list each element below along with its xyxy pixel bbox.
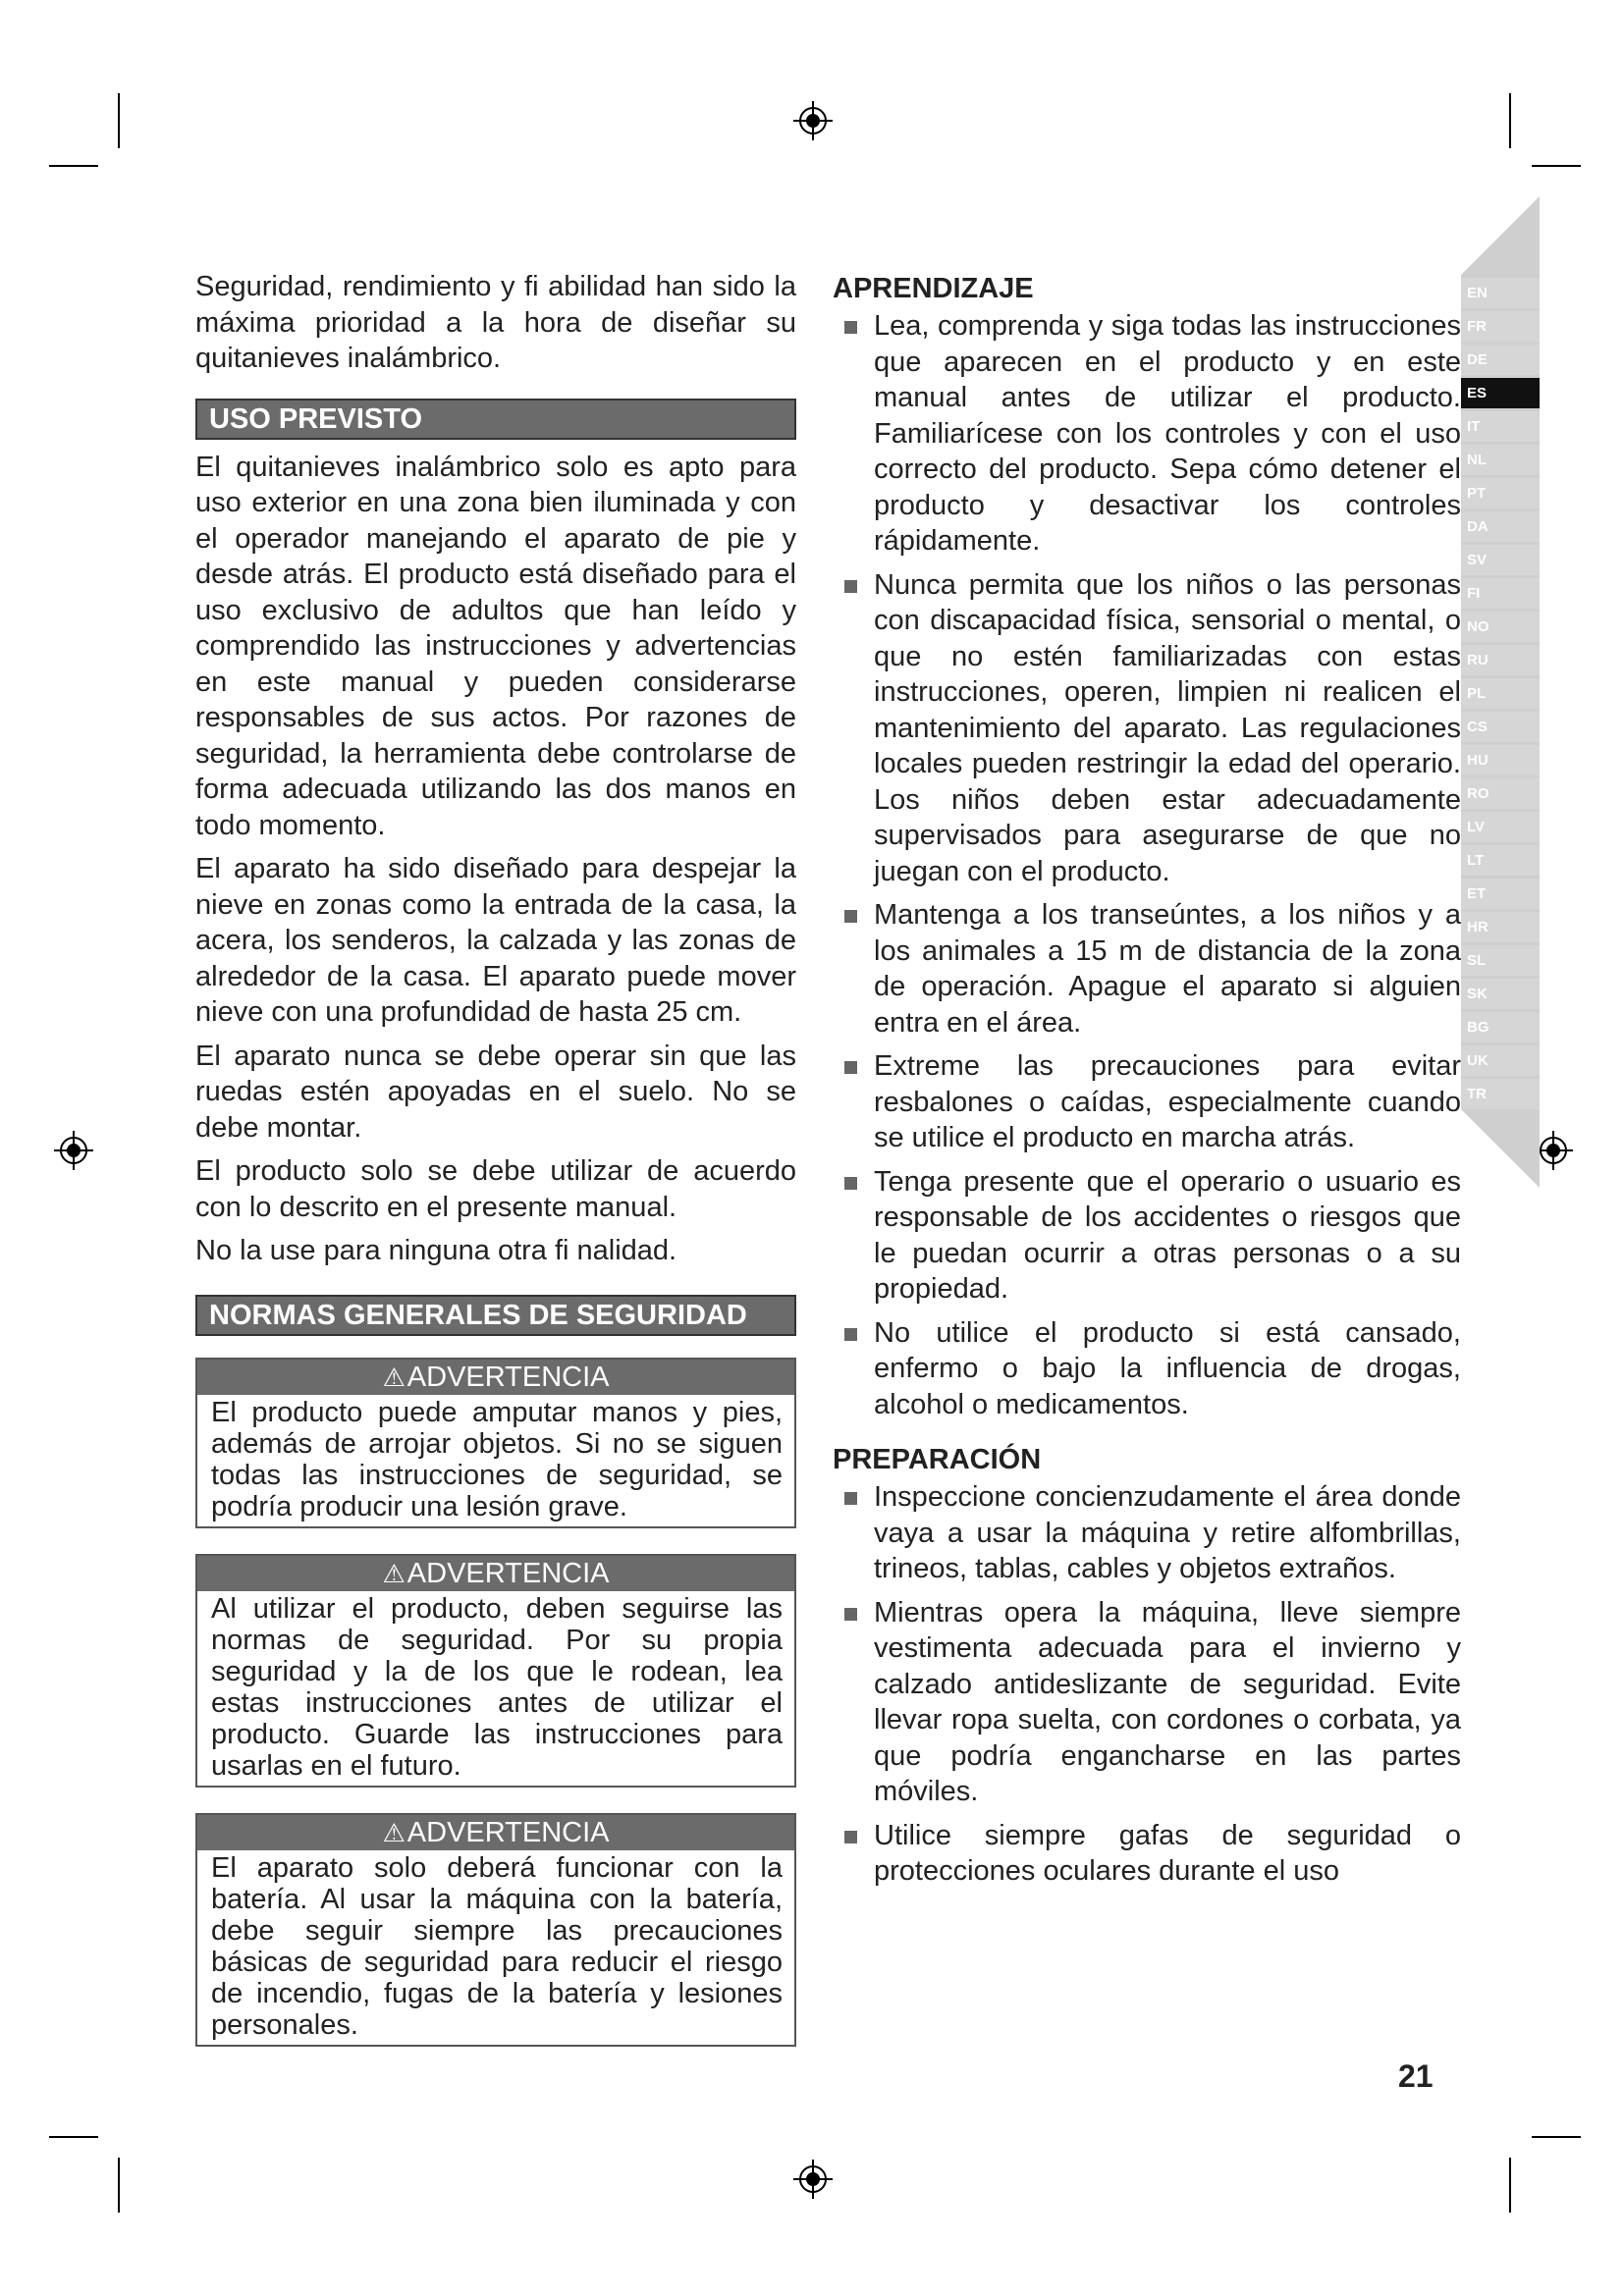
language-tab-bg: BG [1461, 1012, 1540, 1042]
list-item: Lea, comprenda y siga todas las instrucciones que aparecen en el producto y en este manual antes de utilizar el producto. Familiarícese con los controles y con el uso correcto del producto. Sepa cómo detener el producto y desactivar los controles rápidamente. [874, 308, 1461, 560]
left-column [195, 269, 796, 2072]
crop-mark [1509, 93, 1511, 148]
bullet-square-icon [844, 321, 857, 334]
bullet-square-icon [844, 1492, 857, 1505]
section-heading-uso-previsto: USO PREVISTO [195, 399, 796, 440]
language-tab-fi: FI [1461, 578, 1540, 609]
preparacion-list [833, 1479, 1461, 1890]
language-tab-pt: PT [1461, 478, 1540, 508]
registration-mark-icon [54, 1131, 93, 1170]
bullet-square-icon [844, 1608, 857, 1621]
warning-box [195, 1554, 796, 1788]
language-tab-et: ET [1461, 879, 1540, 909]
language-tab-lv: LV [1461, 812, 1540, 842]
language-tab-uk: UK [1461, 1045, 1540, 1076]
registration-mark-icon [793, 2160, 833, 2199]
warning-box [195, 1813, 796, 2047]
uso-previsto-paragraph: El producto solo se debe utilizar de acuerdo con lo descrito en el presente manual. [195, 1155, 796, 1223]
bullet-square-icon [844, 1061, 857, 1074]
warning-title: ADVERTENCIA [406, 1361, 610, 1393]
bullet-square-icon [844, 910, 857, 923]
warning-title: ADVERTENCIA [406, 1816, 610, 1848]
language-tab-fr: FR [1461, 311, 1540, 342]
bullet-square-icon [844, 1177, 857, 1190]
language-tab-cs: CS [1461, 712, 1540, 742]
warning-text: Al utilizar el producto, deben seguirse las normas de seguridad. Por su propia seguridad y la de los que le rodean, lea estas instrucciones antes de utilizar el producto. Guarde las instrucciones para usarlas en el futuro. [211, 1592, 783, 1782]
language-tab-ru: RU [1461, 645, 1540, 675]
warning-box [195, 1358, 796, 1528]
uso-previsto-paragraph: El aparato ha sido diseñado para despejar la nieve en zonas como la entrada de la casa, la acera, los senderos, la calzada y las zonas de alrededor de la casa. El aparato puede mover nieve con una profundidad de hasta 25 cm. [195, 853, 796, 1028]
warning-header [197, 1360, 794, 1395]
crop-mark [1509, 2158, 1511, 2213]
section-heading-preparacion: PREPARACIÓN [833, 1444, 1042, 1475]
crop-mark [1532, 2136, 1581, 2138]
warning-header [197, 1815, 794, 1850]
warning-triangle-icon: ⚠ [382, 1362, 406, 1392]
warning-text: El aparato solo deberá funcionar con la batería. Al usar la máquina con la batería, debe seguir siempre las precauciones básicas de seguridad para reducir el riesgo de incendio, fugas de la batería y lesiones personales. [211, 1851, 783, 2041]
list-item: Mantenga a los transeúntes, a los niños y a los animales a 15 m de distancia de la zona de operación. Apague el aparato si alguien entra en el área. [874, 897, 1461, 1041]
list-item: Tenga presente que el operario o usuario es responsable de los accidentes o riesgos que le puedan ocurrir a otras personas o a su propiedad. [874, 1164, 1461, 1308]
crop-mark [118, 2158, 120, 2213]
section-heading-aprendizaje: APRENDIZAJE [833, 273, 1034, 304]
language-tab-nl: NL [1461, 445, 1540, 475]
intro-paragraph: Seguridad, rendimiento y fi abilidad han sido la máxima prioridad a la hora de diseñar su quitanieves inalámbrico. [195, 271, 796, 374]
section-heading-normas: NORMAS GENERALES DE SEGURIDAD [195, 1295, 796, 1336]
uso-previsto-paragraph: No la use para ninguna otra fi nalidad. [195, 1235, 677, 1266]
registration-mark-icon [793, 101, 833, 140]
right-column [833, 269, 1461, 1897]
list-item: No utilice el producto si está cansado, enfermo o bajo la influencia de drogas, alcohol o medicamentos. [874, 1315, 1461, 1423]
language-tab-en: EN [1461, 278, 1540, 308]
language-tab-pl: PL [1461, 678, 1540, 709]
warning-text: El producto puede amputar manos y pies, además de arrojar objetos. Si no se siguen todas las instrucciones de seguridad, se podría producir una lesión grave. [211, 1396, 783, 1522]
bullet-square-icon [844, 1328, 857, 1341]
crop-mark [49, 2136, 98, 2138]
list-item: Nunca permita que los niños o las personas con discapacidad física, sensorial o mental, o que no estén familiarizadas con estas instrucciones, operen, limpien ni realicen el mantenimiento del aparato. Las regulaciones locales pueden restringir la edad del operario. Los niños deben estar adecuadamente supervisados para asegurarse de que no juegan con el producto. [874, 567, 1461, 890]
bullet-square-icon [844, 580, 857, 593]
uso-previsto-paragraph: El quitanieves inalámbrico solo es apto para uso exterior en una zona bien iluminada y con el operador manejando el aparato de pie y desde atrás. El producto está diseñado para el uso exclusivo de adultos que han leído y comprendido las instrucciones y advertencias en este manual y pueden considerarse responsables de sus actos. Por razones de seguridad, la herramienta debe controlarse de forma adecuada utilizando las dos manos en todo momento. [195, 451, 796, 841]
language-tab-sl: SL [1461, 945, 1540, 976]
language-tab-es: ES [1461, 378, 1540, 408]
list-item: Extreme las precauciones para evitar resbalones o caídas, especialmente cuando se utilice el producto en marcha atrás. [874, 1048, 1461, 1156]
crop-mark [1532, 165, 1581, 167]
crop-mark [118, 93, 120, 148]
list-item: Mientras opera la máquina, lleve siempre vestimenta adecuada para el invierno y calzado antideslizante de seguridad. Evite llevar ropa suelta, con cordones o corbata, ya que podría engancharse en las partes móviles. [874, 1595, 1461, 1810]
bullet-square-icon [844, 1831, 857, 1843]
language-tab-it: IT [1461, 411, 1540, 442]
language-tab-hr: HR [1461, 912, 1540, 942]
language-tab-ro: RO [1461, 778, 1540, 809]
language-tab-sv: SV [1461, 545, 1540, 575]
list-item: Utilice siempre gafas de seguridad o protecciones oculares durante el uso [874, 1818, 1461, 1890]
crop-mark [49, 165, 98, 167]
registration-mark-icon [1534, 1131, 1573, 1170]
warning-header [197, 1556, 794, 1591]
warning-triangle-icon: ⚠ [382, 1558, 406, 1588]
language-tab-da: DA [1461, 511, 1540, 542]
uso-previsto-paragraph: El aparato nunca se debe operar sin que las ruedas estén apoyadas en el suelo. No se debe montar. [195, 1040, 796, 1144]
page-number: 21 [1398, 2058, 1434, 2094]
aprendizaje-list [833, 308, 1461, 1422]
warning-triangle-icon: ⚠ [382, 1817, 406, 1847]
language-tab-tr: TR [1461, 1079, 1540, 1109]
warning-title: ADVERTENCIA [406, 1557, 610, 1589]
language-tab-de: DE [1461, 345, 1540, 375]
language-tab-no: NO [1461, 612, 1540, 642]
language-tab-hu: HU [1461, 745, 1540, 775]
language-tab-sk: SK [1461, 979, 1540, 1009]
list-item: Inspeccione concienzudamente el área donde vaya a usar la máquina y retire alfombrillas, trineos, tablas, cables y objetos extraños. [874, 1479, 1461, 1587]
language-tab-lt: LT [1461, 845, 1540, 876]
